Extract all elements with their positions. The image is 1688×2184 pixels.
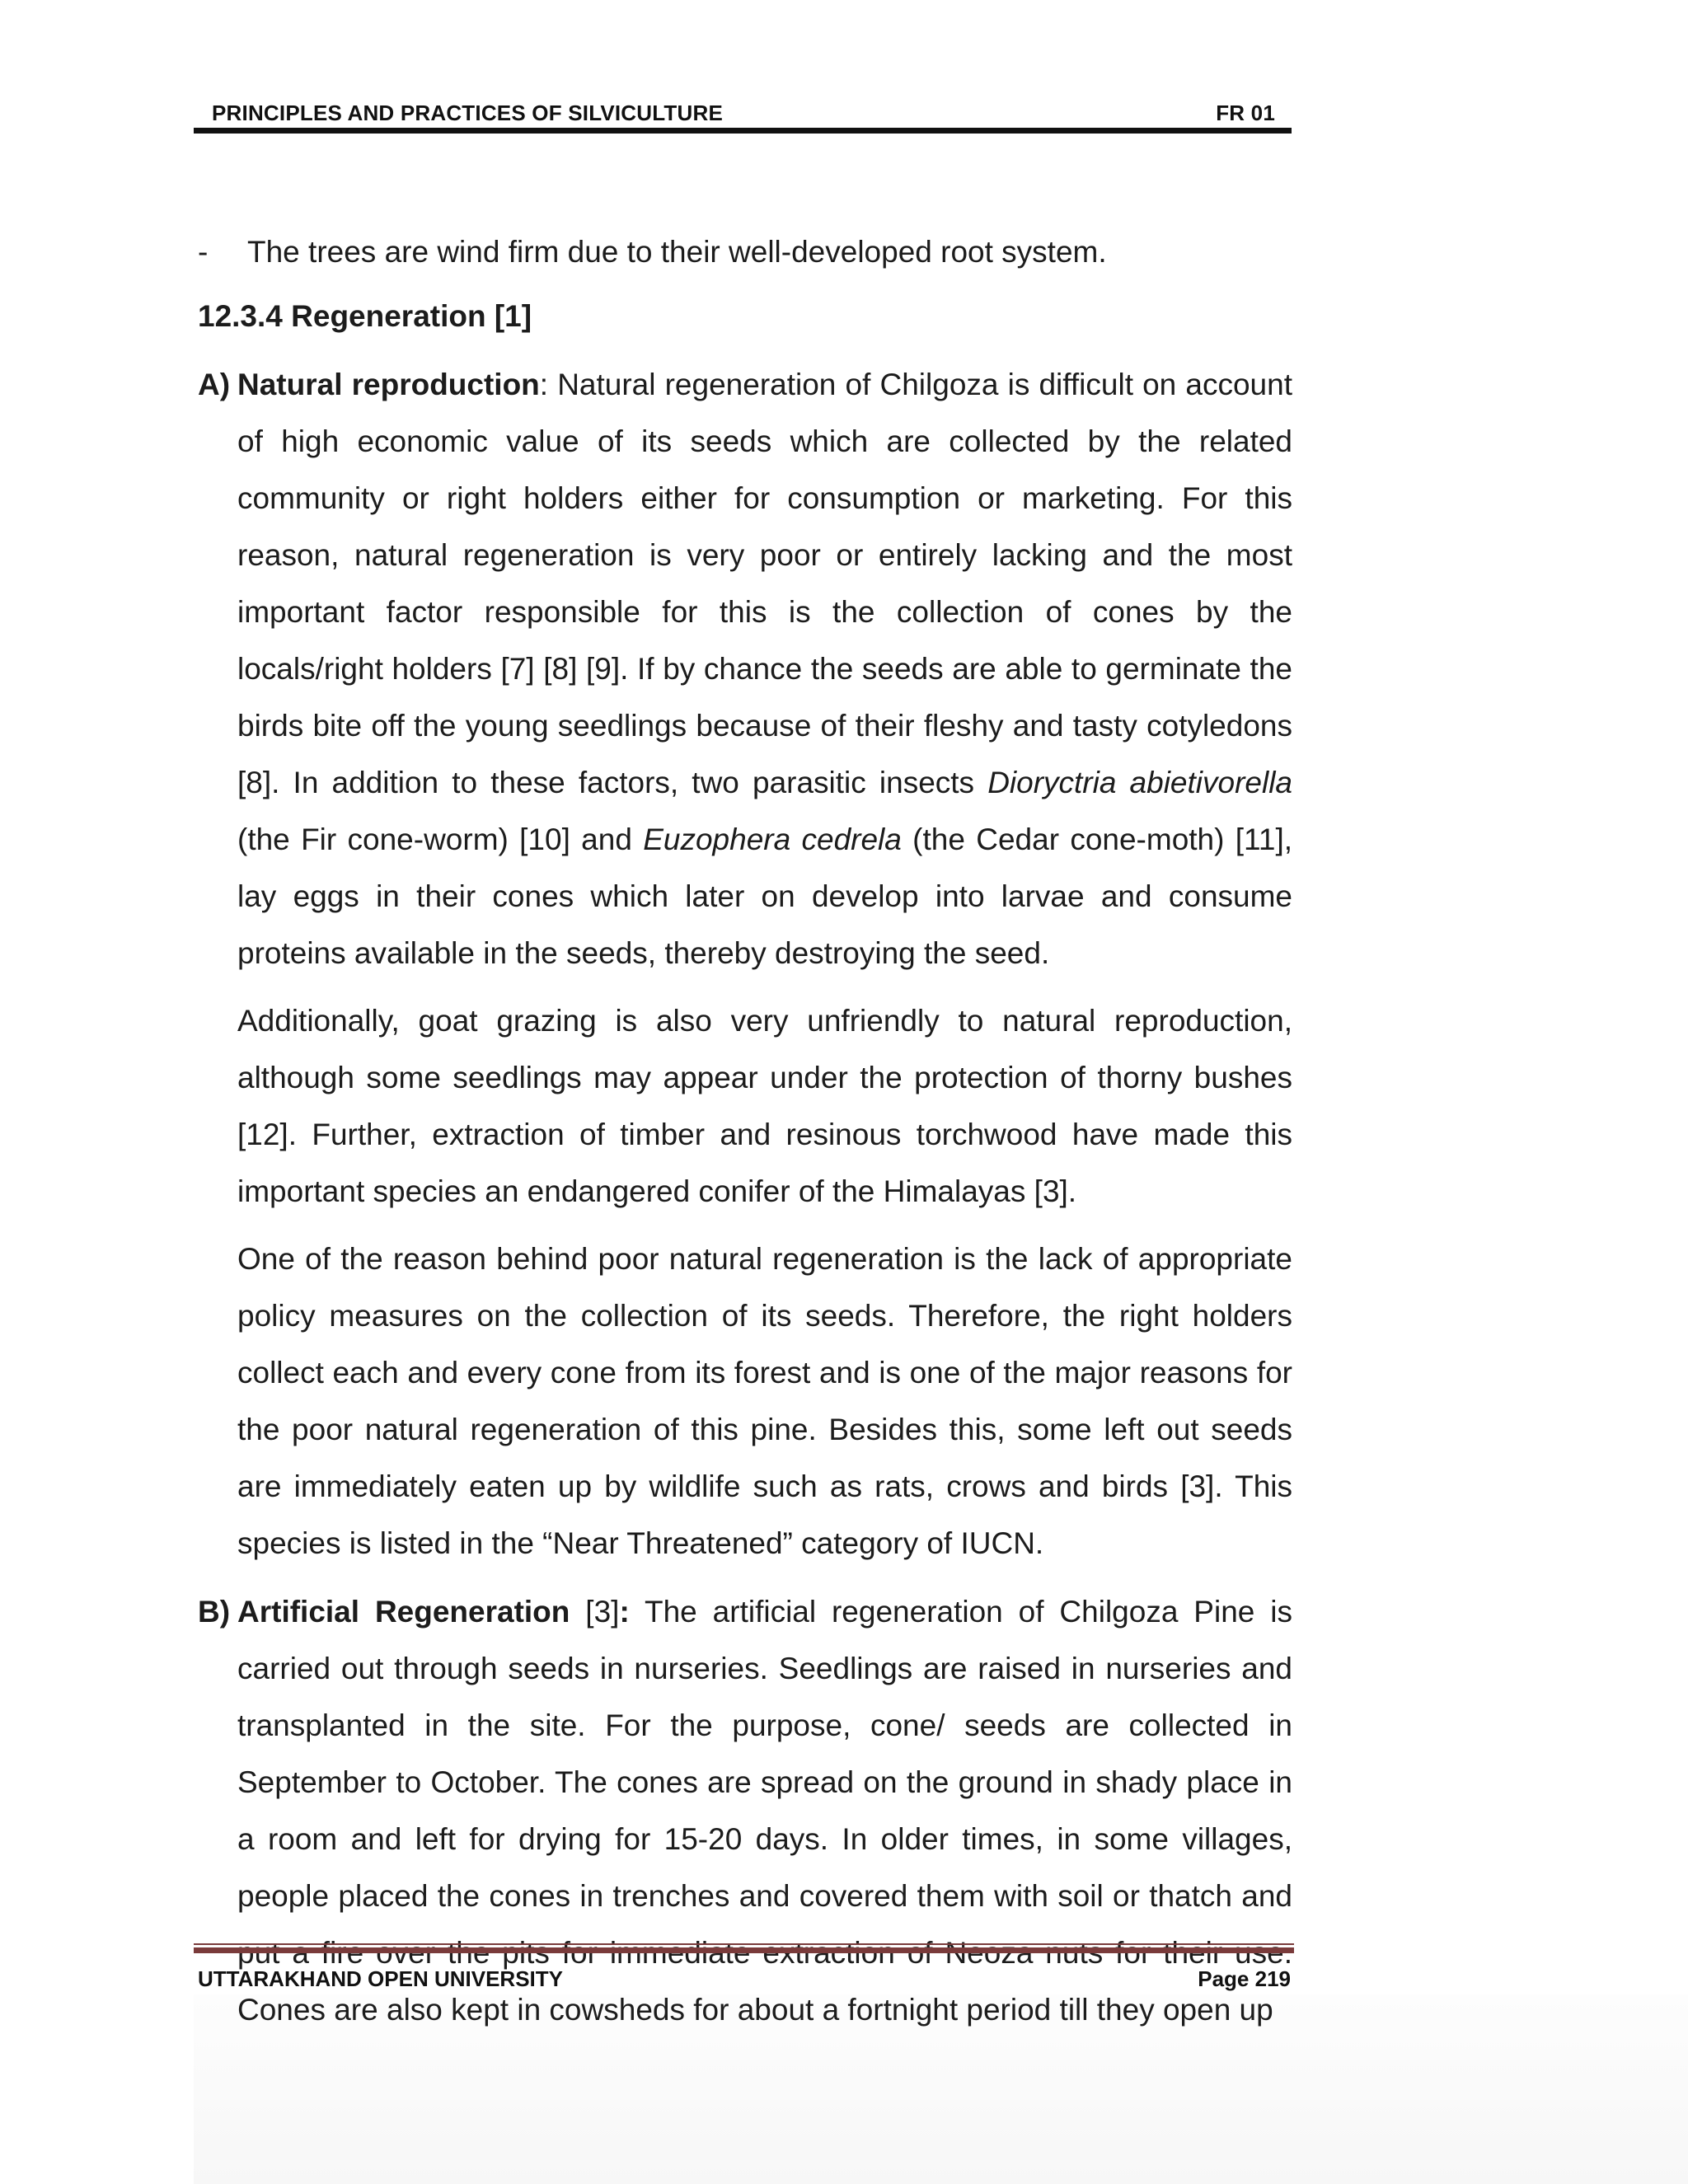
label-colon: : bbox=[619, 1595, 630, 1629]
footer-page-number: Page 219 bbox=[1198, 1966, 1291, 1991]
section-a-marker: A) bbox=[198, 368, 231, 401]
page-header bbox=[194, 97, 1292, 130]
citation-ref: [3] bbox=[570, 1595, 620, 1629]
natural-reproduction-paragraph bbox=[237, 356, 1292, 982]
bullet-dash: - bbox=[198, 235, 209, 269]
paragraph-text: The artificial regeneration of Chilgoza Pine is carried out through seeds in nurseries. Seedlings are raised in nurseries and transplanted in the site. For the purpose, cone/ seeds are collected in September to October. The cones are spread on the ground in shady place in a room and left for drying for 15-20 days. In older times, in some villages, people placed the cones in trenches and covered them with soil or thatch and Cones are also kept in cowsheds for about a fortnight period till they open up bbox=[237, 1595, 1292, 2027]
header-title: PRINCIPLES AND PRACTICES OF SILVICULTURE bbox=[212, 101, 723, 125]
natural-reproduction-label: Natural reproduction bbox=[237, 368, 540, 401]
footer-university: UTTARAKHAND OPEN UNIVERSITY bbox=[198, 1966, 563, 1991]
footer-rule-thick bbox=[194, 1947, 1294, 1953]
section-heading: 12.3.4 Regeneration [1] bbox=[198, 299, 532, 333]
bullet-item bbox=[198, 224, 1292, 280]
header-course-code: FR 01 bbox=[1216, 101, 1275, 125]
footer-rule-thin bbox=[194, 1943, 1294, 1945]
policy-paragraph: One of the reason behind poor natural regeneration is the lack of appropriate policy measures on the collection of its seeds. Therefore, the right holders collect each and every cone from its forest and is one of the major reasons for the poor natural regeneration of this pine. Besides this, some left out seeds are immediately eaten up by wildlife such as rats, crows and birds [3]. This species is listed in the “Near Threatened” category of IUCN. bbox=[237, 1242, 1292, 1560]
species-name: Euzophera cedrela bbox=[643, 823, 902, 856]
artificial-regeneration-label: Artificial Regeneration bbox=[237, 1595, 570, 1629]
paragraph-text: (the Cedar cone-moth) [11], lay eggs in their cones which later on develop into larvae and consume proteins available in the seeds, thereby destroying the seed. bbox=[237, 823, 1293, 970]
header-rule bbox=[194, 128, 1292, 134]
paragraph-text: (the Fir cone-worm) [10] and bbox=[237, 823, 644, 856]
species-name: Dioryctria abietivorella bbox=[987, 766, 1292, 799]
paragraph-text: : Natural regeneration of Chilgoza is difficult on account of high economic value of its seeds which are collected by the related community or right holders either for consumption or marketing. For this reason, natural regeneration is very poor or entirely lacking and the most important factor responsible for this is the collection of cones by the locals/right holders [7] [8] [9]. If by chance the seeds are able to germinate the birds bite off the young seedlings because of their fleshy and tasty cotyledons [8]. In addition to these factors, two parasitic insects bbox=[237, 368, 1292, 799]
bullet-text: The trees are wind firm due to their well-developed root system. bbox=[247, 235, 1107, 269]
section-natural-reproduction bbox=[198, 356, 1292, 1572]
section-b-marker: B) bbox=[198, 1595, 231, 1629]
grazing-paragraph: Additionally, goat grazing is also very unfriendly to natural reproduction, although some seedlings may appear under the protection of thorny bushes [12]. Further, extraction of timber and resinous torchwood have made this important species an endangered conifer of the Himalayas [3]. bbox=[237, 1004, 1292, 1208]
page-body bbox=[198, 224, 1292, 2038]
